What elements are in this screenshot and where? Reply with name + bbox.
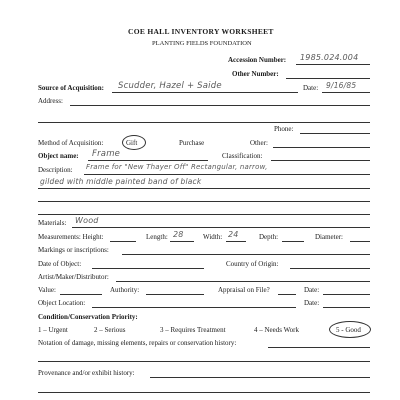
location-date-field-line[interactable] xyxy=(323,307,370,308)
authority-label: Authority: xyxy=(110,286,140,294)
notation-field-line-1[interactable] xyxy=(268,347,370,348)
width-value[interactable]: 24 xyxy=(228,230,239,239)
diameter-label: Diameter: xyxy=(315,233,343,241)
date-of-object-label: Date of Object: xyxy=(38,260,82,268)
depth-label: Depth: xyxy=(259,233,279,241)
provenance-label: Provenance and/or exhibit history: xyxy=(38,369,135,377)
phone-label: Phone: xyxy=(274,125,294,133)
notation-label: Notation of damage, missing elements, repairs or conservation history: xyxy=(38,339,237,347)
method-other-field-line[interactable] xyxy=(273,147,370,148)
object-location-label: Object Location: xyxy=(38,299,86,307)
description-field-line-2 xyxy=(38,188,370,189)
form-subtitle: PLANTING FIELDS FOUNDATION xyxy=(152,40,252,47)
source-label: Source of Acquisition: xyxy=(38,84,104,92)
accession-label: Accession Number: xyxy=(228,56,287,64)
description-value-line-2[interactable]: gilded with middle painted band of black xyxy=(40,177,202,186)
description-label: Description: xyxy=(38,166,73,174)
date-top-value[interactable]: 9/16/85 xyxy=(326,81,357,90)
form-title: COE HALL INVENTORY WORKSHEET xyxy=(128,27,274,36)
description-field-line-4[interactable] xyxy=(38,214,370,215)
description-field-line-1 xyxy=(84,174,370,175)
artist-label: Artist/Maker/Distributor: xyxy=(38,273,109,281)
length-field-line xyxy=(170,241,194,242)
accession-value[interactable]: 1985.024.004 xyxy=(300,53,359,62)
length-label: Length: xyxy=(146,233,168,241)
method-option-other[interactable]: Other: xyxy=(250,139,268,147)
appraisal-label: Appraisal on File? xyxy=(218,286,270,294)
address-field-line[interactable] xyxy=(70,105,370,106)
condition-option-1[interactable]: 1 – Urgent xyxy=(38,326,68,334)
description-field-line-3[interactable] xyxy=(38,201,370,202)
object-name-value[interactable]: Frame xyxy=(92,149,121,159)
markings-field-line[interactable] xyxy=(122,254,370,255)
measurements-height-label: Measurements: Height: xyxy=(38,233,104,241)
condition-option-2[interactable]: 2 – Serious xyxy=(94,326,126,334)
markings-label: Markings or inscriptions: xyxy=(38,246,109,254)
source-field-line xyxy=(112,92,298,93)
authority-field-line[interactable] xyxy=(146,294,204,295)
artist-field-line[interactable] xyxy=(116,281,370,282)
method-option-gift[interactable]: Gift xyxy=(126,139,138,147)
materials-field-line xyxy=(72,227,370,228)
materials-value[interactable]: Wood xyxy=(75,216,99,225)
classification-label: Classification: xyxy=(222,152,263,160)
condition-label: Condition/Conservation Priority: xyxy=(38,313,138,321)
condition-option-5[interactable]: 5 - Good xyxy=(336,326,361,334)
date-top-label: Date: xyxy=(303,84,319,92)
location-date-label: Date: xyxy=(304,299,320,307)
width-label: Width: xyxy=(203,233,223,241)
condition-option-4[interactable]: 4 – Needs Work xyxy=(254,326,299,334)
value-label: Value: xyxy=(38,286,56,294)
width-field-line xyxy=(226,241,246,242)
provenance-field-line-2[interactable] xyxy=(38,392,370,393)
object-name-label: Object name: xyxy=(38,152,79,160)
value-field-line[interactable] xyxy=(60,294,102,295)
method-label: Method of Acquisition: xyxy=(38,139,104,147)
materials-label: Materials: xyxy=(38,219,67,227)
appraisal-field-line[interactable] xyxy=(278,294,296,295)
other-number-field-line[interactable] xyxy=(286,78,370,79)
description-value-line-1[interactable]: Frame for "New Thayer Off" Rectangular, narrow, xyxy=(86,163,268,171)
address-field-line-2[interactable] xyxy=(38,122,370,123)
country-label: Country of Origin: xyxy=(226,260,279,268)
condition-option-3[interactable]: 3 – Requires Treatment xyxy=(160,326,226,334)
country-field-line[interactable] xyxy=(290,268,370,269)
notation-field-line-2[interactable] xyxy=(38,361,370,362)
classification-field-line[interactable] xyxy=(271,160,370,161)
accession-field-line xyxy=(296,64,370,65)
object-location-field-line[interactable] xyxy=(92,307,296,308)
object-name-field-line xyxy=(88,160,208,161)
diameter-field-line[interactable] xyxy=(350,241,370,242)
source-value[interactable]: Scudder, Hazel + Saide xyxy=(118,81,222,91)
address-label: Address: xyxy=(38,97,63,105)
phone-field-line[interactable] xyxy=(300,133,370,134)
provenance-field-line-1[interactable] xyxy=(150,377,370,378)
height-field-line[interactable] xyxy=(110,241,136,242)
method-option-purchase[interactable]: Purchase xyxy=(179,139,205,147)
date-top-field-line xyxy=(322,92,370,93)
length-value[interactable]: 28 xyxy=(173,230,184,239)
depth-field-line[interactable] xyxy=(282,241,304,242)
value-date-label: Date: xyxy=(304,286,320,294)
date-of-object-field-line[interactable] xyxy=(92,268,204,269)
other-number-label: Other Number: xyxy=(232,70,279,78)
value-date-field-line[interactable] xyxy=(323,294,370,295)
